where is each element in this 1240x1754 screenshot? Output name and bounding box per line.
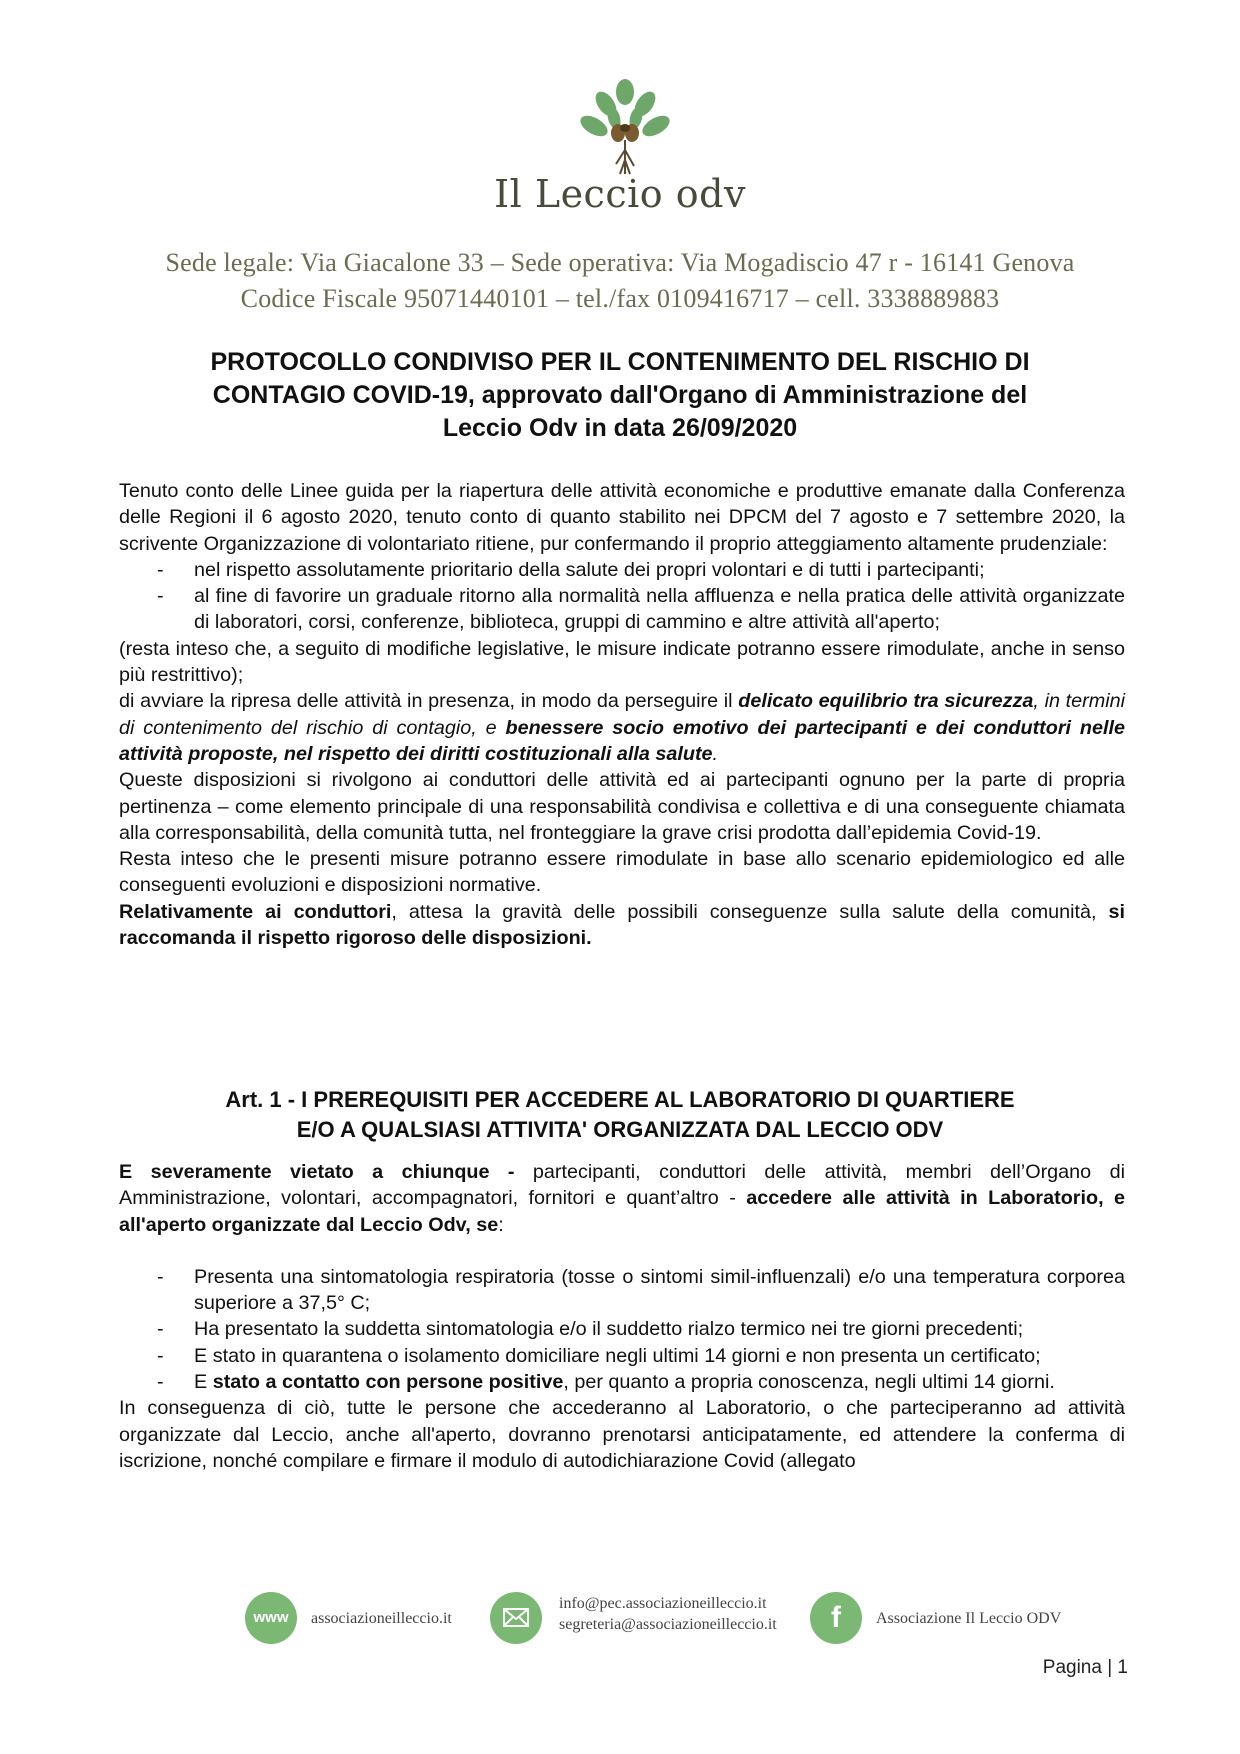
intro-section bbox=[119, 478, 1125, 951]
title-line-1: PROTOCOLLO CONDIVISO PER IL CONTENIMENTO DEL RISCHIO DI bbox=[210, 348, 1030, 376]
list-item: - Presenta una sintomatologia respiratoria (tosse o sintomi simil-influenzali) e/o una temperatura corporea superiore a 37,5° C; bbox=[157, 1265, 1125, 1315]
website-icon: www bbox=[245, 1592, 297, 1644]
facebook-link[interactable]: Associazione Il Leccio ODV bbox=[876, 1610, 1062, 1627]
page-number: Pagina | 1 bbox=[1042, 1657, 1128, 1678]
intro-paragraph-5: Resta inteso che le presenti misure potranno essere rimodulate in base allo scenario epidemiologico ed alle conseguenti evoluzioni e disposizioni normative. bbox=[119, 848, 1125, 897]
address-line-1: Sede legale: Via Giacalone 33 – Sede operativa: Via Mogadiscio 47 r - 16141 Genova bbox=[165, 248, 1075, 277]
article-1-body bbox=[119, 1159, 1125, 1474]
title-line-2: CONTAGIO COVID-19, approvato dall'Organo di Amministrazione del bbox=[212, 381, 1028, 409]
website-link[interactable]: associazioneilleccio.it bbox=[311, 1610, 452, 1627]
list-item: - E stato in quarantena o isolamento domiciliare negli ultimi 14 giorni e non presenta un certificato; bbox=[157, 1344, 1041, 1367]
article-1-paragraph-1: E severamente vietato a chiunque - partecipanti, conduttori delle attività, membri dell’Organo di Amministrazione, volontari, accompagnatori, fornitori e quant’altro - accedere alle attività in Laboratorio, e all'aperto organizzate dal Leccio Odv, se: bbox=[119, 1161, 1126, 1236]
intro-paragraph-4: Queste disposizioni si rivolgono ai conduttori delle attività ed ai partecipanti ognuno per la parte di propria pertinenza – come elemento principale di una responsabilità condivisa e collettiva e di una conseguente chiamata alla corresponsabilità, della comunità tutta, nel fronteggiare la grave crisi prodotta dall’epidemia Covid-19. bbox=[119, 769, 1125, 844]
list-item: - nel rispetto assolutamente prioritario della salute dei propri volontari e di tutti i partecipanti; bbox=[157, 558, 985, 581]
leccio-logo-icon bbox=[570, 78, 680, 178]
org-name: Il Leccio odv bbox=[494, 172, 746, 216]
intro-paragraph-3: di avviare la ripresa delle attività in presenza, in modo da perseguire il delicato equilibrio tra sicurezza, in termini di contenimento del rischio di contagio, e benessere socio emotivo dei partecipanti e dei conduttori nelle attività proposte, nel rispetto dei diritti costituzionali alla salute. bbox=[119, 690, 1125, 765]
facebook-icon: f bbox=[810, 1592, 862, 1644]
article-1-paragraph-2: In conseguenza di ciò, tutte le persone che accederanno al Laboratorio, o che parteciperanno ad attività organizzate dal Leccio, anche all'aperto, dovranno prenotarsi anticipatamente, ed attendere la conferma di iscrizione, nonché compilare e firmare il modulo di autodichiarazione Covid (allegato bbox=[119, 1397, 1125, 1472]
list-item: - E stato a contatto con persone positive, per quanto a propria conoscenza, negli ultimi 14 giorni. bbox=[157, 1371, 1055, 1394]
footer bbox=[0, 1590, 1240, 1660]
intro-paragraph-2: (resta inteso che, a seguito di modifiche legislative, le misure indicate potranno essere rimodulate, anche in senso più restrittivo); bbox=[119, 637, 1125, 687]
article-1-heading-line-2: E/O A QUALSIASI ATTIVITA' ORGANIZZATA DAL LECCIO ODV bbox=[296, 1117, 944, 1142]
address-line-2: Codice Fiscale 95071440101 – tel./fax 0109416717 – cell. 3338889883 bbox=[240, 284, 1000, 313]
email-icon bbox=[490, 1592, 542, 1644]
intro-paragraph-1: Tenuto conto delle Linee guida per la riapertura delle attività economiche e produttive emanate dalla Conferenza delle Regioni il 6 agosto 2020, tenuto conto di quanto stabilito nei DPCM del 7 agosto e 7 settembre 2020, la scrivente Organizzazione di volontariato ritiene, pur confermando il proprio atteggiamento altamente prudenziale: bbox=[119, 480, 1125, 555]
title-line-3: Leccio Odv in data 26/09/2020 bbox=[442, 414, 798, 442]
list-item: - al fine di favorire un graduale ritorno alla normalità nella affluenza e nella pratica delle attività organizzate di laboratori, corsi, conferenze, biblioteca, gruppi di cammino e altre attività all'aperto; bbox=[157, 585, 1125, 634]
article-1-bullet-list bbox=[119, 1264, 1125, 1395]
document-title bbox=[120, 346, 1120, 445]
list-item: - Ha presentato la suddetta sintomatologia e/o il suddetto rialzo termico nei tre giorni precedenti; bbox=[157, 1318, 1024, 1341]
article-1-heading bbox=[0, 1085, 1240, 1145]
article-1-heading-line-1: Art. 1 - I PREREQUISITI PER ACCEDERE AL LABORATORIO DI QUARTIERE bbox=[225, 1087, 1015, 1112]
intro-bullet-list bbox=[119, 557, 1125, 636]
email-link-pec[interactable]: info@pec.associazioneilleccio.it bbox=[559, 1595, 767, 1612]
intro-paragraph-6: Relativamente ai conduttori, attesa la gravità delle possibili conseguenze sulla salute della comunità, si raccomanda il rispetto rigoroso delle disposizioni. bbox=[119, 900, 1125, 950]
email-link-segreteria[interactable]: segreteria@associazioneilleccio.it bbox=[559, 1616, 777, 1633]
